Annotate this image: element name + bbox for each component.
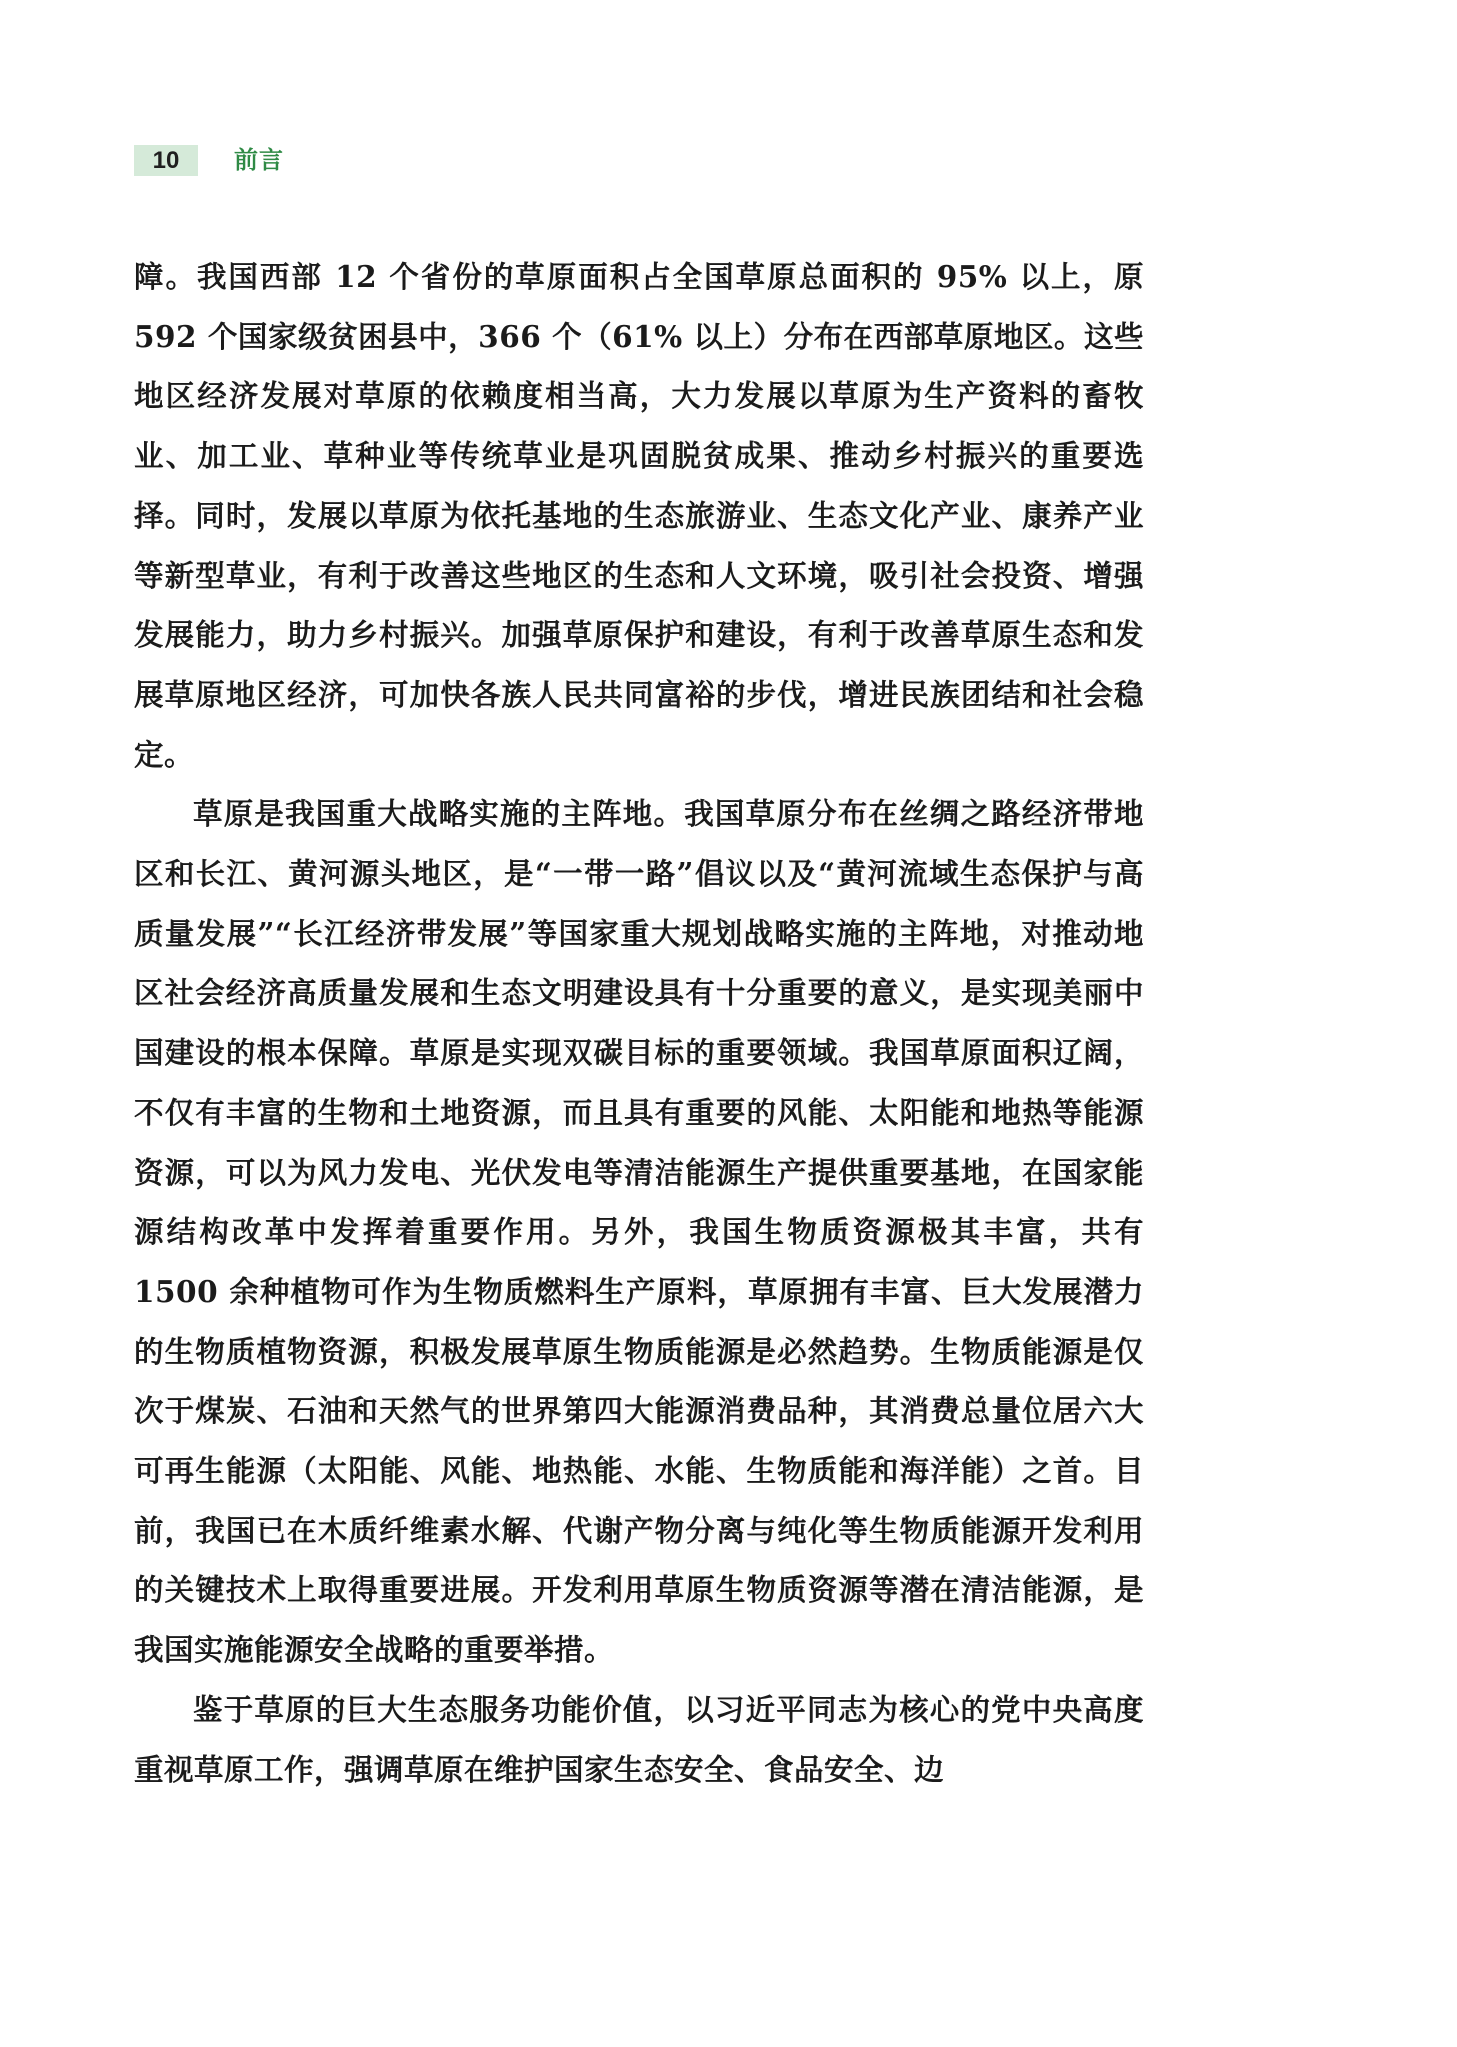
body-text <box>134 247 1144 1799</box>
paragraph: 鉴于草原的巨大生态服务功能价值，以习近平同志为核心的党中央高度重视草原工作，强调草原在维护国家生态安全、食品安全、边 <box>134 1691 1144 1787</box>
section-title: 前言 <box>234 145 284 174</box>
page-number: 10 <box>134 145 198 176</box>
paragraph: 草原是我国重大战略实施的主阵地。我国草原分布在丝绸之路经济带地区和长江、黄河源头地区，是“一带一路”倡议以及“黄河流域生态保护与高质量发展”“长江经济带发展”等国家重大规划战略实施的主阵地，对推动地区社会经济高质量发展和生态文明建设具有十分重要的意义，是实现美丽中国建设的根本保障。草原是实现双碳目标的重要领域。我国草原面积辽阔，不仅有丰富的生物和土地资源，而且具有重要的风能、太阳能和地热等能源资源，可以为风力发电、光伏发电等清洁能源生产提供重要基地，在国家能源结构改革中发挥着重要作用。另外，我国生物质资源极其丰富，共有 1500 余种植物可作为生物质燃料生产原料，草原拥有丰富、巨大发展潜力的生物质植物资源，积极发展草原生物质能源是必然趋势。生物质能源是仅次于煤炭、石油和天然气的世界第四大能源消费品种，其消费总量位居六大可再生能源（太阳能、风能、地热能、水能、生物质能和海洋能）之首。目前，我国已在木质纤维素水解、代谢产物分离与纯化等生物质能源开发利用的关键技术上取得重要进展。开发利用草原生物质资源等潜在清洁能源，是我国实施能源安全战略的重要举措。 <box>134 796 1144 1668</box>
page-header <box>134 142 284 178</box>
paragraph-continued: 障。我国西部 12 个省份的草原面积占全国草原总面积的 95% 以上，原 592 个国家级贫困县中，366 个（61% 以上）分布在西部草原地区。这些地区经济发展对草原的依赖度相当高，大力发展以草原为生产资料的畜牧业、加工业、草种业等传统草业是巩固脱贫成果、推动乡村振兴的重要选择。同时，发展以草原为依托基地的生态旅游业、生态文化产业、康养产业等新型草业，有利于改善这些地区的生态和人文环境，吸引社会投资、增强发展能力，助力乡村振兴。加强草原保护和建设，有利于改善草原生态和发展草原地区经济，可加快各族人民共同富裕的步伐，增进民族团结和社会稳定。 <box>134 259 1144 772</box>
